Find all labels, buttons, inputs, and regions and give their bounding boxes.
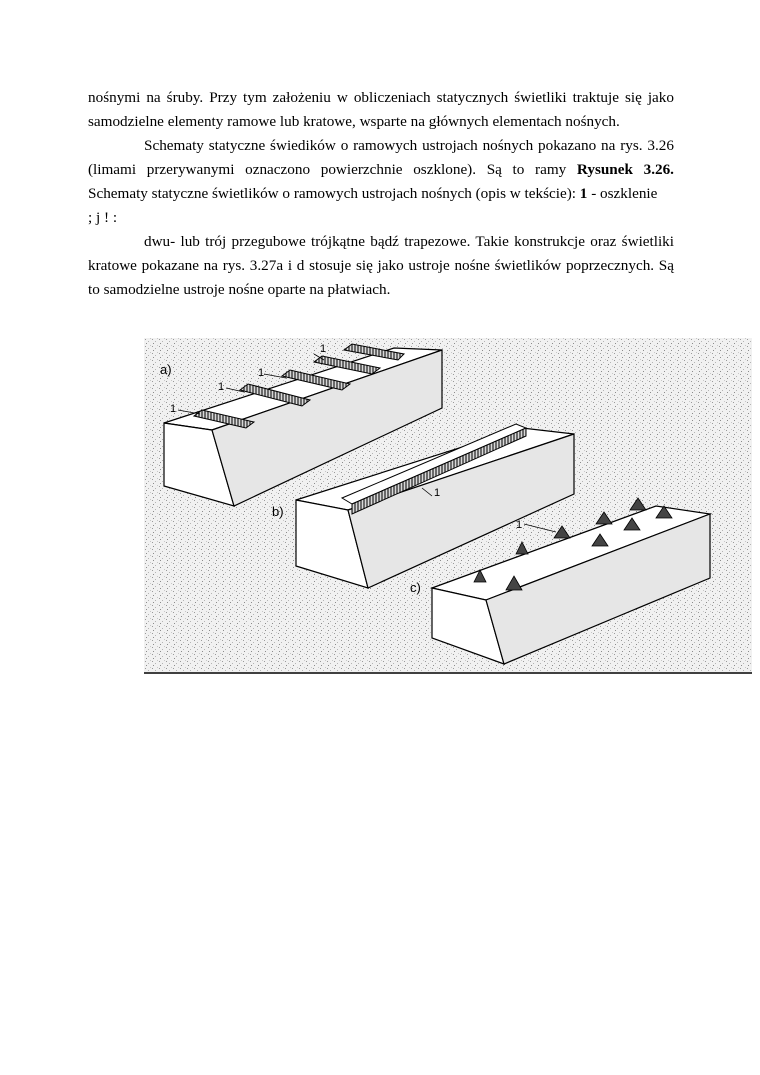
marker-a3: 1 [258, 367, 265, 379]
figure-caption-text: Schematy statyczne świetlików o ramowych ustrojach nośnych (opis w tekście): [88, 185, 580, 202]
marker-a2: 1 [218, 381, 225, 393]
figure-caption-label: Rysunek 3.26. [576, 161, 674, 178]
caption-marker: 1 [579, 185, 588, 202]
paragraph-2 [88, 134, 674, 206]
marker-a1: 1 [170, 403, 177, 415]
ocr-artifact: ; j ! : [88, 209, 118, 226]
label-c: c) [410, 580, 421, 595]
skylight-figure [144, 338, 752, 676]
marker-c: 1 [516, 519, 523, 531]
paragraph-3: dwu- lub trój przegubowe trójkątne bądź trapezowe. Takie konstrukcje oraz świetliki kratowe pokazane na rys. 3.27a i d stosuje się jako ustroje nośne świetlików poprzecznych. Są to samodzielne ustroje nośne oparte na płatwiach. [88, 233, 674, 298]
marker-a4: 1 [320, 343, 327, 355]
paragraph-2-text: Schematy statyczne świedików o ramowych ustrojach nośnych pokazano na rys. 3.26 (limami przerywanymi oznaczono powierzchnie oszklone). Są to ramy [88, 137, 674, 178]
label-a: a) [160, 362, 172, 377]
caption-marker-desc: - oszklenie [587, 185, 658, 202]
body-text [88, 86, 674, 302]
paragraph-1: nośnymi na śruby. Przy tym założeniu w obliczeniach statycznych świetliki traktuje się jako samodzielne elementy ramowe lub kratowe, wsparte na głównych elementach nośnych. [88, 89, 674, 130]
figure-illustration [144, 338, 752, 676]
marker-b: 1 [434, 487, 441, 499]
label-b: b) [272, 504, 284, 519]
